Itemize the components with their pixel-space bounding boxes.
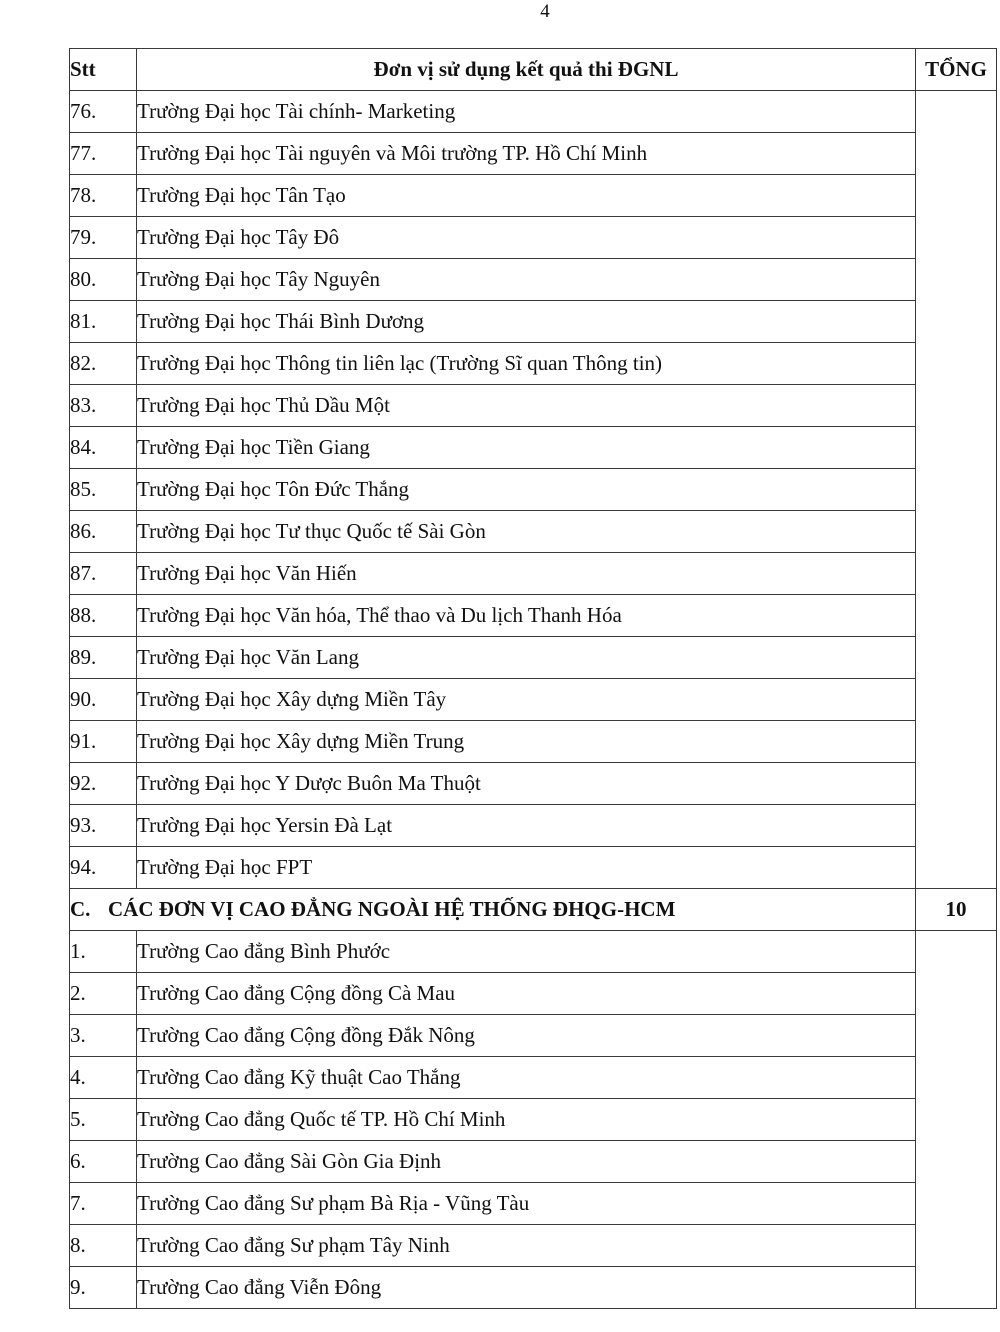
table-row xyxy=(70,679,997,721)
table-row xyxy=(70,805,997,847)
row-stt: 93. xyxy=(70,805,137,847)
table-row xyxy=(70,1099,997,1141)
table-row xyxy=(70,511,997,553)
row-unit-name: Trường Đại học Văn hóa, Thể thao và Du lịch Thanh Hóa xyxy=(137,595,916,637)
row-stt: 5. xyxy=(70,1099,137,1141)
table-row xyxy=(70,595,997,637)
row-unit-name: Trường Đại học Tây Nguyên xyxy=(137,259,916,301)
row-unit-name: Trường Đại học Thủ Dầu Một xyxy=(137,385,916,427)
table-row xyxy=(70,721,997,763)
row-stt: 91. xyxy=(70,721,137,763)
row-unit-name: Trường Đại học Thái Bình Dương xyxy=(137,301,916,343)
row-unit-name: Trường Đại học Văn Lang xyxy=(137,637,916,679)
table-row xyxy=(70,469,997,511)
table-row xyxy=(70,1267,997,1309)
row-stt: 85. xyxy=(70,469,137,511)
row-stt: 86. xyxy=(70,511,137,553)
table-row xyxy=(70,343,997,385)
row-unit-name: Trường Đại học Y Dược Buôn Ma Thuột xyxy=(137,763,916,805)
group-c-rows xyxy=(70,889,997,1309)
header-total: TỔNG xyxy=(916,49,997,91)
table-row xyxy=(70,385,997,427)
header-unit-name: Đơn vị sử dụng kết quả thi ĐGNL xyxy=(137,49,916,91)
row-unit-name: Trường Cao đẳng Cộng đồng Đắk Nông xyxy=(137,1015,916,1057)
table-row xyxy=(70,133,997,175)
page-number: 4 xyxy=(540,1,550,22)
row-stt: 84. xyxy=(70,427,137,469)
row-unit-name: Trường Đại học Yersin Đà Lạt xyxy=(137,805,916,847)
row-unit-name: Trường Đại học Xây dựng Miền Trung xyxy=(137,721,916,763)
row-stt: 78. xyxy=(70,175,137,217)
table-header-row xyxy=(70,49,997,91)
row-unit-name: Trường Cao đẳng Kỹ thuật Cao Thắng xyxy=(137,1057,916,1099)
row-unit-name: Trường Đại học Tiền Giang xyxy=(137,427,916,469)
row-unit-name: Trường Cao đẳng Cộng đồng Cà Mau xyxy=(137,973,916,1015)
row-stt: 92. xyxy=(70,763,137,805)
row-stt: 88. xyxy=(70,595,137,637)
row-stt: 89. xyxy=(70,637,137,679)
row-unit-name: Trường Đại học Xây dựng Miền Tây xyxy=(137,679,916,721)
row-stt: 87. xyxy=(70,553,137,595)
section-title: CÁC ĐƠN VỊ CAO ĐẲNG NGOÀI HỆ THỐNG ĐHQG-HCM xyxy=(108,897,676,921)
table-row xyxy=(70,637,997,679)
row-unit-name: Trường Đại học Văn Hiến xyxy=(137,553,916,595)
row-unit-name: Trường Đại học Tài chính- Marketing xyxy=(137,91,916,133)
row-unit-name: Trường Đại học Tôn Đức Thắng xyxy=(137,469,916,511)
row-stt: 81. xyxy=(70,301,137,343)
row-stt: 79. xyxy=(70,217,137,259)
table-row xyxy=(70,1015,997,1057)
row-unit-name: Trường Đại học Thông tin liên lạc (Trường Sĩ quan Thông tin) xyxy=(137,343,916,385)
group-total-cell xyxy=(916,931,997,1309)
row-stt: 6. xyxy=(70,1141,137,1183)
row-stt: 2. xyxy=(70,973,137,1015)
table-row xyxy=(70,847,997,889)
row-stt: 1. xyxy=(70,931,137,973)
row-stt: 4. xyxy=(70,1057,137,1099)
table-row xyxy=(70,259,997,301)
group-total-cell xyxy=(916,91,997,889)
table-row xyxy=(70,175,997,217)
table-row xyxy=(70,427,997,469)
row-stt: 7. xyxy=(70,1183,137,1225)
row-unit-name: Trường Cao đẳng Sài Gòn Gia Định xyxy=(137,1141,916,1183)
group-b-rows xyxy=(70,91,997,889)
row-stt: 9. xyxy=(70,1267,137,1309)
section-title-cell xyxy=(70,889,916,931)
row-stt: 94. xyxy=(70,847,137,889)
row-stt: 82. xyxy=(70,343,137,385)
table-row xyxy=(70,217,997,259)
units-table xyxy=(69,48,997,1309)
row-unit-name: Trường Đại học Tài nguyên và Môi trường TP. Hồ Chí Minh xyxy=(137,133,916,175)
table-row xyxy=(70,1183,997,1225)
row-unit-name: Trường Cao đẳng Viễn Đông xyxy=(137,1267,916,1309)
row-unit-name: Trường Đại học FPT xyxy=(137,847,916,889)
row-stt: 83. xyxy=(70,385,137,427)
section-letter: C. xyxy=(70,897,91,921)
row-unit-name: Trường Cao đẳng Quốc tế TP. Hồ Chí Minh xyxy=(137,1099,916,1141)
table-row xyxy=(70,931,997,973)
header-stt: Stt xyxy=(70,49,137,91)
table-row xyxy=(70,553,997,595)
row-unit-name: Trường Cao đẳng Sư phạm Bà Rịa - Vũng Tàu xyxy=(137,1183,916,1225)
row-stt: 80. xyxy=(70,259,137,301)
table-row xyxy=(70,301,997,343)
row-stt: 90. xyxy=(70,679,137,721)
row-stt: 77. xyxy=(70,133,137,175)
row-unit-name: Trường Cao đẳng Sư phạm Tây Ninh xyxy=(137,1225,916,1267)
row-unit-name: Trường Cao đẳng Bình Phước xyxy=(137,931,916,973)
table-row xyxy=(70,1057,997,1099)
table-row xyxy=(70,973,997,1015)
table-row xyxy=(70,91,997,133)
row-unit-name: Trường Đại học Tư thục Quốc tế Sài Gòn xyxy=(137,511,916,553)
section-total: 10 xyxy=(916,889,997,931)
row-stt: 8. xyxy=(70,1225,137,1267)
table-row xyxy=(70,1141,997,1183)
row-unit-name: Trường Đại học Tây Đô xyxy=(137,217,916,259)
section-row-c xyxy=(70,889,997,931)
table-row xyxy=(70,763,997,805)
row-unit-name: Trường Đại học Tân Tạo xyxy=(137,175,916,217)
table-row xyxy=(70,1225,997,1267)
row-stt: 3. xyxy=(70,1015,137,1057)
row-stt: 76. xyxy=(70,91,137,133)
